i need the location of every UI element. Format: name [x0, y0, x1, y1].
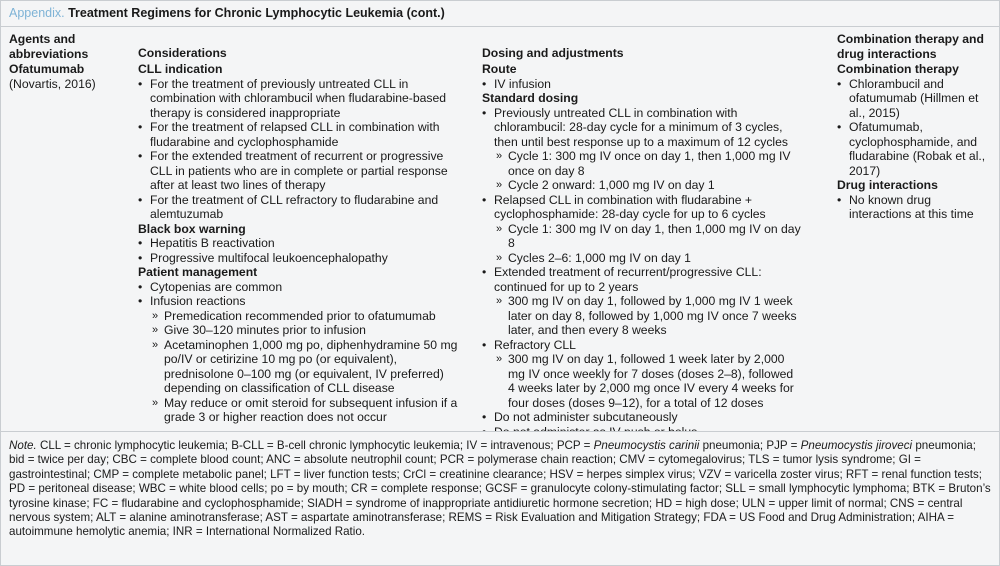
route-list	[482, 77, 802, 92]
combination-list	[837, 77, 995, 179]
dosing-item-relapsed: Relapsed CLL in combination with fludarabine + cyclophosphamide: 28-day cycle for up to 6 cycles	[494, 192, 766, 221]
dosing-sublist	[494, 149, 802, 193]
table-note	[1, 431, 999, 565]
combination-cell	[837, 62, 995, 222]
list-item: • For the treatment of relapsed CLL in combination with fludarabine and cyclophosphamide	[138, 120, 468, 149]
list-item: • For the extended treatment of recurrent or progressive CLL in patients who are in complete or partial response after at least two lines of therapy	[138, 149, 468, 193]
interactions-heading: Drug interactions	[837, 178, 938, 192]
list-item: • IV infusion	[482, 77, 802, 92]
sublist-item: » Cycle 1: 300 mg IV once on day 1, then 1,000 mg IV once on day 8	[494, 149, 802, 178]
list-item: • Hepatitis B reactivation	[138, 236, 468, 251]
warning-list	[138, 236, 468, 265]
header-combination-line2: drug interactions	[837, 46, 937, 61]
header-dosing: Dosing and adjustments	[482, 46, 624, 60]
list-item	[138, 294, 468, 425]
dosing-sublist	[494, 222, 802, 266]
route-heading: Route	[482, 62, 517, 76]
sublist-item: » Premedication recommended prior to ofatumumab	[150, 309, 468, 324]
interactions-list	[837, 193, 995, 222]
sublist-item: » Give 30–120 minutes prior to infusion	[150, 323, 468, 338]
management-heading: Patient management	[138, 265, 258, 279]
list-item	[482, 338, 802, 411]
title-prefix: Appendix.	[9, 6, 65, 20]
management-list	[138, 280, 468, 425]
note-text-2: pneumonia; PJP =	[699, 439, 801, 452]
list-item: • Ofatumumab, cyclophosphamide, and fludarabine (Robak et al., 2017)	[837, 120, 995, 178]
considerations-cell	[138, 62, 468, 425]
header-combination-line1: Combination therapy and	[837, 32, 984, 46]
list-item: • Cytopenias are common	[138, 280, 468, 295]
header-agents-line2: abbreviations	[9, 46, 89, 61]
title-text: Treatment Regimens for Chronic Lymphocytic Leukemia (cont.)	[68, 6, 445, 20]
infusion-reactions-label: Infusion reactions	[150, 294, 246, 308]
dosing-sublist	[494, 352, 802, 410]
agent-cell	[9, 62, 133, 91]
sublist-item: » Acetaminophen 1,000 mg po, diphenhydramine 50 mg po/IV or cetirizine 10 mg po (or equivalent), prednisolone 0–100 mg (or equivalent, IV preferred) depending on classification of CLL disease	[150, 338, 468, 396]
note-label: Note.	[9, 439, 37, 452]
combination-heading: Combination therapy	[837, 62, 959, 76]
list-item: • No known drug interactions at this time	[837, 193, 995, 222]
note-text-1: CLL = chronic lymphocytic leukemia; B-CLL = B-cell chronic lymphocytic leukemia; IV = intravenous; PCP =	[36, 439, 594, 452]
infusion-sublist	[150, 309, 468, 425]
sublist-item: » Cycle 2 onward: 1,000 mg IV on day 1	[494, 178, 802, 193]
list-item: • For the treatment of CLL refractory to fludarabine and alemtuzumab	[138, 193, 468, 222]
agent-name: Ofatumumab	[9, 62, 85, 76]
sublist-item: » Cycle 1: 300 mg IV on day 1, then 1,000 mg IV on day 8	[494, 222, 802, 251]
header-agents	[9, 32, 129, 61]
header-agents-line1: Agents and	[9, 32, 76, 46]
note-pcp-italic: Pneumocystis carinii	[593, 439, 700, 452]
list-item: • Do not administer subcutaneously	[482, 410, 802, 425]
table-title	[1, 1, 999, 27]
standard-dosing-heading: Standard dosing	[482, 91, 579, 105]
warning-heading: Black box warning	[138, 221, 246, 236]
agent-source: (Novartis, 2016)	[9, 76, 96, 91]
dosing-sublist	[494, 294, 802, 338]
sublist-item: » Cycles 2–6: 1,000 mg IV on day 1	[494, 251, 802, 266]
dosing-item-untreated: Previously untreated CLL in combination with chlorambucil: 28-day cycle for a minimum of 3 cycles, then until best response up to a maximum of 12 cycles	[494, 105, 789, 149]
list-item	[482, 106, 802, 193]
list-item	[482, 193, 802, 266]
dosing-item-refractory: Refractory CLL	[494, 337, 576, 352]
header-combination	[837, 32, 997, 61]
list-item: • Progressive multifocal leukoencephalopathy	[138, 251, 468, 266]
list-item	[482, 265, 802, 338]
dosing-cell	[482, 62, 802, 439]
indication-list	[138, 77, 468, 222]
list-item: • Chlorambucil and ofatumumab (Hillmen et al., 2015)	[837, 77, 995, 121]
dosing-item-extended: Extended treatment of recurrent/progressive CLL: continued for up to 2 years	[494, 265, 762, 294]
note-text-3: pneumonia; bid = twice per day; CBC = complete blood count; ANC = absolute neutrophil count; PCR = polymerase chain reaction; CMV = cytomegalovirus; TLS = tumor lysis syndrome; GI = gastrointestinal; CMP = complete metabolic panel; LFT = liver function tests; CrCl = creatinine clearance; HSV = herpes simplex virus; VZV = varicella zoster virus; RFT = renal function tests; PD = peritoneal disease; WBC = white blood cells; po = by mouth; CR = complete response; GCSF = granulocyte colony-stimulating factor; SLL = small lymphocytic lymphoma; BTK = Bruton’s tyrosine kinase; FC = fludarabine and cyclophosphamide; SIADH = syndrome of inappropriate antidiuretic hormone secretion; HD = high dose; ULN = upper limit of normal; CNS = central nervous system; ALT = alanine aminotransferase; AST = aspartate aminotransferase; REMS = Risk Evaluation and Mitigation Strategy; FDA = US Food and Drug Administration; AIHA = autoimmune hemolytic anemia; INR = International Normalized Ratio.	[9, 439, 991, 539]
note-pjp-italic: Pneumocystis jiroveci	[800, 439, 913, 452]
list-item: • For the treatment of previously untreated CLL in combination with chlorambucil when fludarabine-based therapy is considered inappropriate	[138, 77, 468, 121]
header-considerations: Considerations	[138, 46, 227, 60]
sublist-item: » May reduce or omit steroid for subsequent infusion if a grade 3 or higher reaction does not occur	[150, 396, 468, 425]
indication-heading: CLL indication	[138, 62, 223, 76]
dosing-list	[482, 106, 802, 440]
sublist-item: » 300 mg IV on day 1, followed by 1,000 mg IV 1 week later on day 8, followed by 1,000 mg IV once 7 weeks later, and then every 8 weeks	[494, 294, 802, 338]
sublist-item: » 300 mg IV on day 1, followed 1 week later by 2,000 mg IV once weekly for 7 doses (doses 2–8), followed 4 weeks later by 2,000 mg once IV every 4 weeks for four doses (doses 9–12), for a total of 12 doses	[494, 352, 802, 410]
